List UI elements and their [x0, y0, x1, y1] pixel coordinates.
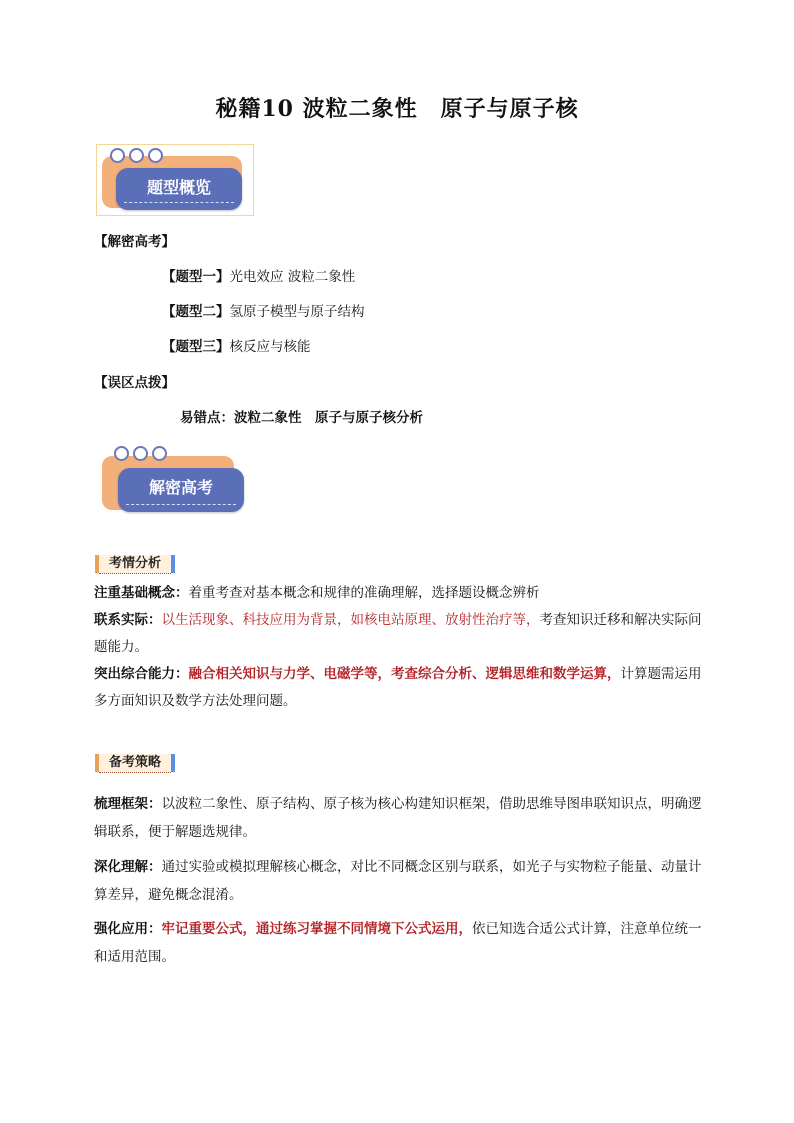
prep-strategy-p1: 梳理框架：以波粒二象性、原子结构、原子核为核心构建知识框架，借助思维导图串联知识点，明确逻辑联系，便于解题选规律。	[94, 796, 702, 840]
toc-heading-pitfall: 【误区点拨】	[94, 375, 175, 391]
toc-item-3-tag: 【题型三】	[162, 339, 230, 355]
page-title: 秘籍10 波粒二象性 原子与原子核	[215, 96, 579, 122]
binder-rings-icon	[114, 446, 167, 461]
prep-strategy-p3: 强化应用：牢记重要公式，通过练习掌握不同情境下公式运用，依已知选合适公式计算，注意单位统一和适用范围。	[94, 921, 702, 965]
badge-decode-label: 解密高考	[148, 478, 213, 497]
prep-strategy-p2: 深化理解：通过实验或模拟理解核心概念，对比不同概念区别与联系，如光子与实物粒子能量、动量计算差异，避免概念混淆。	[94, 859, 702, 903]
toc-item-3-text: 核反应与核能	[229, 339, 311, 355]
section-badge-overview	[96, 144, 254, 216]
toc-item-2-text: 氢原子模型与原子结构	[229, 304, 365, 320]
toc-heading-decode: 【解密高考】	[94, 234, 175, 250]
toc-item-3[interactable]	[162, 341, 311, 355]
toc-item-1[interactable]	[162, 271, 355, 285]
toc-pitfall-item[interactable]: 易错点：波粒二象性 原子与原子核分析	[180, 410, 423, 426]
tag-exam-analysis: 考情分析	[95, 553, 175, 575]
toc-item-2[interactable]	[162, 306, 365, 320]
exam-analysis-text: 注重基础概念：着重考查对基本概念和规律的准确理解，选择题设概念辨析 联系实际：以生活现象、科技应用为背景，如核电站原理、放射性治疗等，考查知识迁移和解决实际问题能力。 突出综合能力：融合相关知识与力学、电磁学等，考查综合分析、逻辑思维和数学运算，计算题需运用多方面知识及数学方法处理问题。	[94, 585, 702, 709]
tag-prep-strategy: 备考策略	[95, 752, 175, 774]
section-badge-decode	[102, 446, 252, 516]
toc-item-1-text: 光电效应 波粒二象性	[229, 269, 356, 285]
badge-overview-label: 题型概览	[146, 178, 211, 197]
toc-item-2-tag: 【题型二】	[162, 304, 230, 320]
toc-item-1-tag: 【题型一】	[162, 269, 230, 285]
binder-rings-icon	[110, 148, 163, 163]
